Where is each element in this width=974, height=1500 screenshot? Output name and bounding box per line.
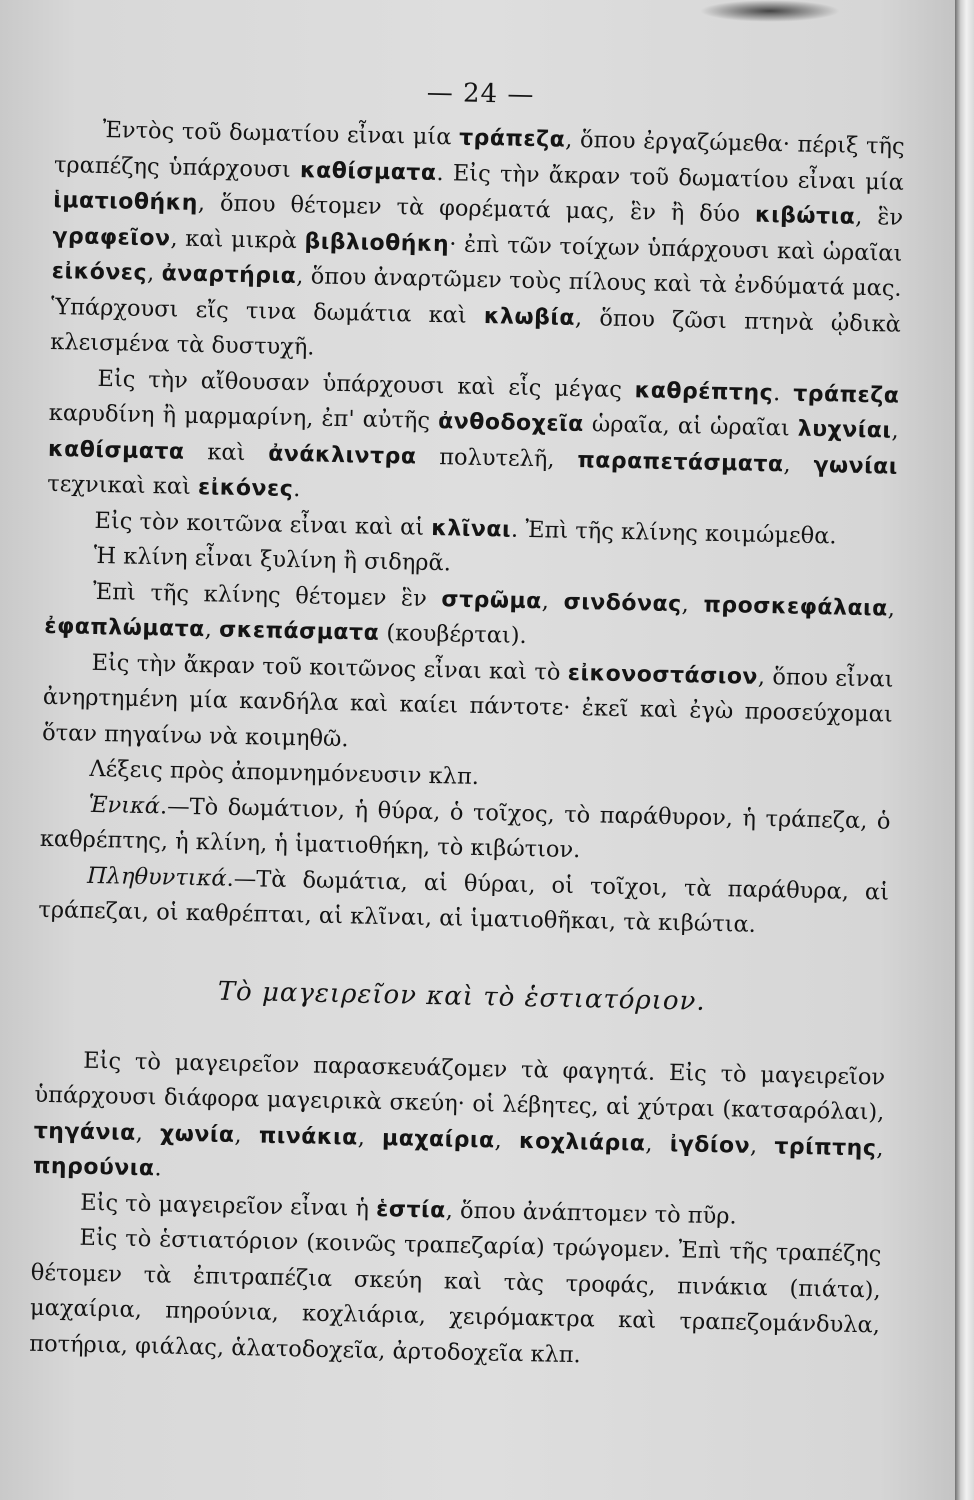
label-plural: Πληθυντικά — [86, 862, 227, 892]
text-run: . — [154, 1155, 162, 1182]
text-run: , ὅπου ἀνάπτομεν τὸ πῦρ. — [445, 1196, 737, 1230]
text-run: ὡραῖα, αἱ ὡραῖαι — [583, 411, 799, 442]
text-run: , — [541, 587, 564, 615]
paragraph-living-room — [47, 360, 900, 520]
keyword: κλωβία — [483, 303, 576, 331]
text-run: Εἰς τὸ μαγειρεῖον παρασκευάζομεν τὰ φαγητά. Εἰς τὸ μαγειρεῖον ὑπάρχουσι διάφορα μαγειρικὰ σκεύη· οἱ λέβητες, αἱ χύτραι (κατσαρόλαι), — [34, 1047, 886, 1126]
text-run: , — [887, 595, 896, 622]
text-run: , — [135, 1119, 161, 1146]
text-run: , — [204, 616, 220, 643]
text-run: Εἰς τὸ μαγειρεῖον εἶναι ἡ — [80, 1189, 377, 1222]
text-run: , ὅπου ζῶσι πτηνὰ ᾠδικὰ κλεισμένα τὰ δυστυχῆ. — [50, 304, 902, 361]
keyword: καθρέπτης — [634, 377, 774, 406]
keyword: καθίσματα — [47, 436, 185, 465]
text-run: , — [749, 1132, 775, 1159]
paragraph-kitchen — [33, 1042, 886, 1202]
text-run: Ἐντὸς τοῦ δωματίου εἶναι μία — [102, 116, 460, 151]
text-run: , ὅπου ἀναρτῶμεν τοὺς πίλους καὶ τὰ ἐνδύματά μας. Ὑπάρχουσι εἴς τινα δωμάτια καὶ — [50, 263, 902, 329]
keyword: ἀνάκλιντρα — [268, 441, 417, 470]
text-run: , ἓν — [854, 203, 904, 231]
text-run: Ἐπὶ τῆς κλίνης θέτομεν ἓν — [92, 578, 442, 612]
keyword: γραφεῖον — [52, 223, 171, 251]
paragraph-room — [50, 112, 905, 378]
text-run: πολυτελῆ, — [416, 443, 578, 473]
text-run: Εἰς τὴν ἄκραν τοῦ κοιτῶνος εἶναι καὶ τὸ — [91, 649, 569, 686]
keyword: τράπεζα — [792, 381, 900, 409]
keyword: προσκεφάλαια — [703, 592, 889, 622]
keyword: ἱματιοθήκη — [53, 187, 199, 216]
keyword: ἀναρτήρια — [161, 261, 297, 290]
text-run: · ἐπὶ τῶν τοίχων ὑπάρχουσι καὶ ὡραῖαι — [448, 230, 903, 267]
keyword: εἰκόνες — [197, 475, 294, 503]
text-run: , ὅπου εἶναι ἀνηρτημένη μία κανδήλα καὶ καίει πάντοτε· ἐκεῖ καὶ ἐγὼ προσεύχομαι ὅταν πηγαίνω νὰ κοιμηθῶ. — [41, 663, 894, 752]
text-run: . — [772, 379, 794, 407]
text-run: , — [876, 1134, 884, 1162]
text-run: , καὶ μικρὰ — [170, 224, 305, 254]
scan-shadow — [700, 0, 840, 22]
text-run: , ὅπου ἐργαζώμεθα· πέριξ τῆς τραπέζης ὑπάρχουσι — [53, 126, 905, 183]
text-run: καρυδίνη ἢ μαρμαρίνη, ἐπ' αὐτῆς — [48, 399, 439, 435]
keyword: εἰκόνες — [51, 258, 148, 286]
text-run: , — [645, 1130, 671, 1157]
label-singular: Ἑνικά — [88, 791, 161, 819]
text-run: . Ἐπὶ τῆς κλίνης κοιμώμεθα. — [510, 516, 837, 549]
keyword: λυχνίαι — [797, 416, 892, 444]
keyword: πινάκια — [258, 1122, 358, 1151]
book-spine-edge — [955, 0, 974, 1500]
keyword: ἀνθοδοχεῖα — [437, 409, 585, 438]
text-run: τεχνικαὶ καὶ — [47, 470, 199, 501]
keyword: πηρούνια — [32, 1153, 155, 1182]
text-run: , ὅπου θέτομεν τὰ φορέματά μας, ἓν ἢ δύο — [197, 190, 756, 228]
keyword: κλῖναι — [431, 515, 512, 543]
keyword: ἰγδίον — [669, 1131, 751, 1159]
keyword: χωνία — [159, 1120, 235, 1148]
text-run: , — [146, 259, 162, 287]
keyword: μαχαίρια — [381, 1125, 495, 1153]
text-run: Εἰς τὸ ἑστιατόριον (κοινῶς τραπεζαρία) τρώγομεν. Ἐπὶ τῆς τραπέζης θέτομεν τὰ ἐπιτραπέζια σκεύη καὶ τὰς τροφάς, πινάκια (πιάτα), μαχαίρια, πηρούνια, κοχλιάρια, χειρόμακτρα καὶ τραπεζομάνδυλα, ποτήρια, φιάλας, ἁλατοδοχεῖα, ἀρτοδοχεῖα κλπ. — [29, 1224, 882, 1368]
text-run: , — [681, 590, 704, 618]
keyword: στρῶμα — [441, 586, 543, 614]
section-heading: Τὸ μαγειρεῖον καὶ τὸ ἑστιατόριον. — [217, 976, 706, 1017]
paragraph-dining-room — [29, 1220, 882, 1380]
text-run: .—Τὰ δωμάτια, αἱ θύραι, οἱ τοῖχοι, τὰ παράθυρα, αἱ τράπεζαι, οἱ καθρέπται, αἱ κλῖναι, αἱ ἱματιοθῆκαι, τὰ κιβώτια. — [38, 865, 890, 938]
keyword: σκεπάσματα — [218, 617, 380, 646]
keyword: καθίσματα — [299, 157, 437, 186]
text-run: , — [783, 450, 814, 478]
text-run: Ἡ κλίνη εἶναι ξυλίνη ἢ σιδηρᾶ. — [93, 542, 452, 577]
keyword: σινδόνας — [563, 589, 682, 617]
text-run: .—Τὸ δωμάτιον, ἡ θύρα, ὁ τοῖχος, τὸ παράθυρον, ἡ τράπεζα, ὁ καθρέπτης, ἡ κλίνη, ἡ ἱματιοθήκη, τὸ κιβώτιον. — [39, 792, 891, 864]
keyword: ἑστία — [375, 1196, 447, 1223]
text-run: , — [234, 1121, 260, 1148]
page-number: — 24 — — [426, 77, 535, 111]
keyword: εἰκονοστάσιον — [567, 660, 759, 690]
keyword: κιβώτια — [754, 202, 856, 230]
keyword: γωνίαι — [813, 452, 899, 480]
paragraph-icon-stand — [42, 644, 894, 768]
text-run: Λέξεις πρὸς ἀπομνημόνευσιν κλπ. — [89, 755, 480, 791]
text-run: . — [293, 476, 301, 503]
text-run: καὶ — [184, 438, 269, 467]
text-run: Εἰς τὴν αἴθουσαν ὑπάρχουσι καὶ εἷς μέγας — [97, 365, 635, 403]
text-run: . Εἰς τὴν ἄκραν τοῦ δωματίου εἶναι μία — [436, 159, 905, 196]
keyword: βιβλιοθήκη — [304, 228, 450, 257]
keyword: τράπεζα — [458, 125, 566, 153]
keyword: κοχλιάρια — [518, 1128, 646, 1157]
text-run: , — [494, 1126, 520, 1154]
keyword: παραπετάσματα — [577, 447, 784, 477]
page-content — [29, 70, 906, 1380]
text-run: (κουβέρται). — [378, 619, 527, 649]
text-run: Εἰς τὸν κοιτῶνα εἶναι καὶ αἱ — [94, 507, 432, 541]
keyword: ἐφαπλώματα — [44, 613, 206, 643]
text-run: , — [891, 417, 899, 444]
keyword: τηγάνια — [33, 1118, 137, 1146]
text-run: , — [357, 1124, 383, 1151]
keyword: τρίπτης — [774, 1133, 877, 1161]
